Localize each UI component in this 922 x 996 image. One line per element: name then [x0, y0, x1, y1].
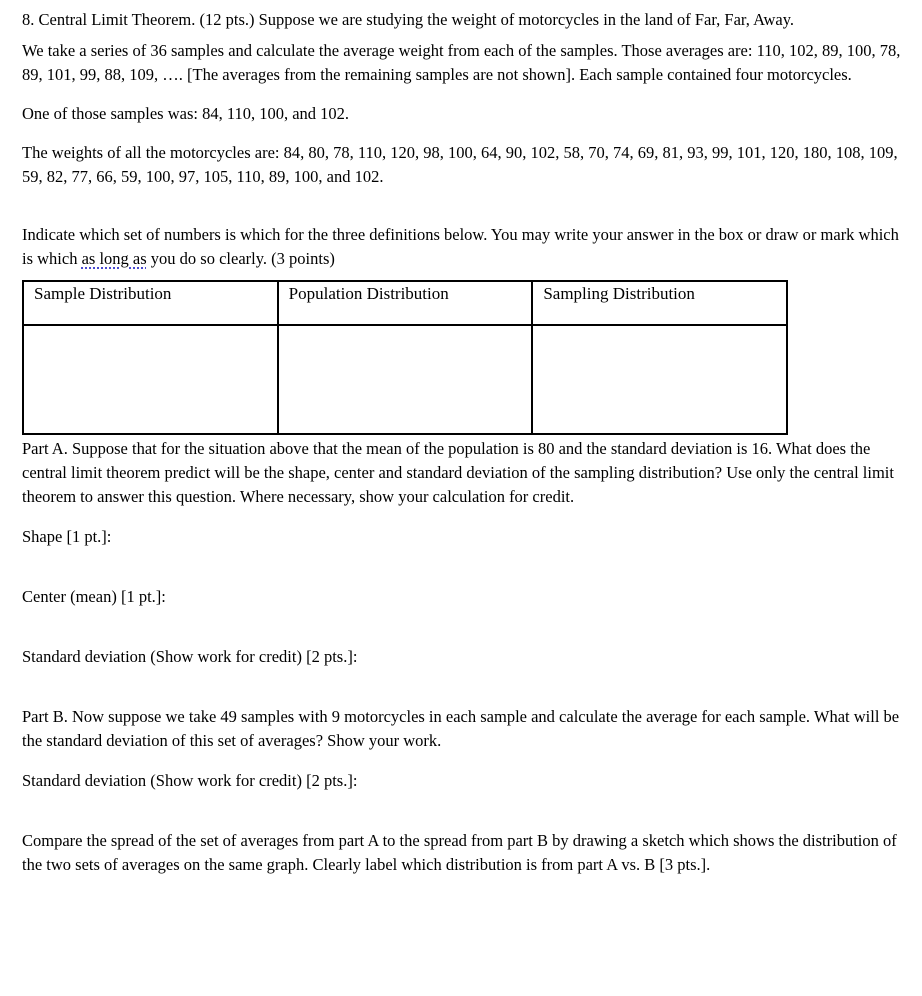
- header-population-distribution: Population Distribution: [278, 281, 533, 325]
- answer-box-sampling[interactable]: [532, 325, 787, 434]
- instruction-paragraph: [22, 223, 902, 271]
- answer-box-population[interactable]: [278, 325, 533, 434]
- sample-line: One of those samples was: 84, 110, 100, and 102.: [22, 104, 350, 123]
- sd-b-label: Standard deviation (Show work for credit) [2 pts.]:: [22, 771, 358, 790]
- table-answer-row: [23, 325, 787, 434]
- definitions-table: [22, 280, 788, 435]
- worksheet-page: [22, 8, 902, 877]
- sd-a-label: Standard deviation (Show work for credit) [2 pts.]:: [22, 647, 358, 666]
- part-b-paragraph: Part B. Now suppose we take 49 samples with 9 motorcycles in each sample and calculate the average for each sample. What will be the standard deviation of this set of averages? Show your work.: [22, 707, 900, 750]
- instruction-text-end: you do so clearly. (3 points): [146, 249, 335, 268]
- question-heading: 8. Central Limit Theorem. (12 pts.) Suppose we are studying the weight of motorcycles in the land of Far, Far, Away.: [22, 10, 795, 29]
- compare-paragraph: Compare the spread of the set of averages from part A to the spread from part B by drawing a sketch which shows the distribution of the two sets of averages on the same graph. Clearly label which distribution is from part A vs. B [3 pts.].: [22, 831, 897, 874]
- instruction-text: Indicate which set of numbers is which for the three definitions below. You may write your answer in the box or draw or mark which is which: [22, 225, 899, 268]
- table-header-row: [23, 281, 787, 325]
- header-sample-distribution: Sample Distribution: [23, 281, 278, 325]
- center-label: Center (mean) [1 pt.]:: [22, 587, 166, 606]
- part-a-paragraph: Part A. Suppose that for the situation above that the mean of the population is 80 and the standard deviation is 16. What does the central limit theorem predict will be the shape, center and standard deviation of the sampling distribution? Use only the central limit theorem to answer this question. Where necessary, show your calculation for credit.: [22, 439, 894, 506]
- shape-label: Shape [1 pt.]:: [22, 527, 112, 546]
- weights-line: The weights of all the motorcycles are: 84, 80, 78, 110, 120, 98, 100, 64, 90, 102, 58, 70, 74, 69, 81, 93, 99, 101, 120, 180, 108, 109, 59, 82, 77, 66, 59, 100, 97, 105, 110, 89, 100, and 102.: [22, 143, 898, 186]
- answer-box-sample[interactable]: [23, 325, 278, 434]
- intro-paragraph: We take a series of 36 samples and calculate the average weight from each of the samples. Those averages are: 110, 102, 89, 100, 78, 89, 101, 99, 88, 109, …. [The averages from the remaining samples are not shown]. Each sample contained four motorcycles.: [22, 41, 901, 84]
- header-sampling-distribution: Sampling Distribution: [532, 281, 787, 325]
- spellcheck-underlined-phrase: as long as: [81, 249, 147, 268]
